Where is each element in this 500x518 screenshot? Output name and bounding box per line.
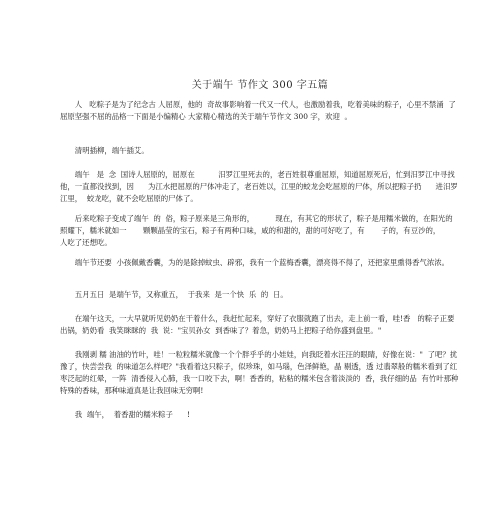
paragraph: 端午节还要 小孩佩戴香囊，为的是除掉蚊虫、辟邪，我有一个蓝梅香囊，漂亮得不得了，还把家里熏得香气浓浓。 <box>74 258 450 267</box>
paragraph: 五月五日 是端午节，又称重五， 于我来 是一个快 乐 的 日。 <box>74 290 288 299</box>
paragraph: 后来吃粽子变成了端午 的 俗，粽子原来是三角形的， 现在，有其它的形状了，粽子是用糯米做的，在阳光的照耀下，糯米就如一 颗颗晶莹的宝石，粽子有两种口味，咸的和甜的，甜的可好吃了，有 子的，有豆沙的， 人吃了还想吃。 <box>60 214 464 247</box>
paragraph: 人 吃粽子是为了纪念古 人屈原，他的 奇故事影响着一代又一代人，也激励着我，吃着美味的粽子，心里不禁涌 了屈原坚强不屈的品格一下面是小编精心 大家精心精选的关于端午节作文 300 字，欢迎 。 <box>60 100 456 121</box>
paragraph: 在端午这天，一大早就听见奶奶在干着什么，我赶忙起来，穿好了衣服就跑了出去，走上前一看，哇!香 的粽子正要出锅，奶奶看 我笑眯眯的 我 说："宝贝孙女 到香味了？着急，奶奶马上把粽子给你盛到盘里。" <box>60 314 455 335</box>
paragraph: 我 端午， 着香甜的糯米粽子 ! <box>74 410 190 419</box>
paragraph: 我刚剥 糯 油油的竹叶，哇！一粒粒糯米就像一个个胖乎乎的小娃娃，向我眨着水汪汪的眼睛，好像在说：" 了吧？扰豫了，快尝尝我 的味道怎么样吧？"我看着这只粽子，似珍珠，如马瑙，色泽鲜艳，晶 剔透，透 过翡翠般的糯米看到了红枣泛起的红晕，一阵 清香侵入心肺，我一口咬下去，啊！香香的，粘粘的糯米包含着淡淡的 香，我仔细的品 有竹叶那种特殊的香味，那种味道真是让我回味无穷啊! <box>60 350 459 395</box>
document-body <box>60 99 464 421</box>
document-title: 关于端午 节作文 300 字五篇 <box>191 80 329 91</box>
paragraph: 端午 是 念 国诗人屈原的，屈原在 汨罗江里死去的，老百姓很尊重屈原，知道屈原死后，忙到汨罗江中寻找他，一直都没找到，因 为江水把屈原的尸体冲走了，老百姓以，江里的蛟龙会吃屈原的尸体，所以把粽子扔 进汨罗江里， 蛟龙吃，就不会吃屈原的尸体了。 <box>60 170 458 203</box>
document <box>60 76 464 421</box>
paragraph: 清明插柳，端午插艾。 <box>74 146 149 155</box>
